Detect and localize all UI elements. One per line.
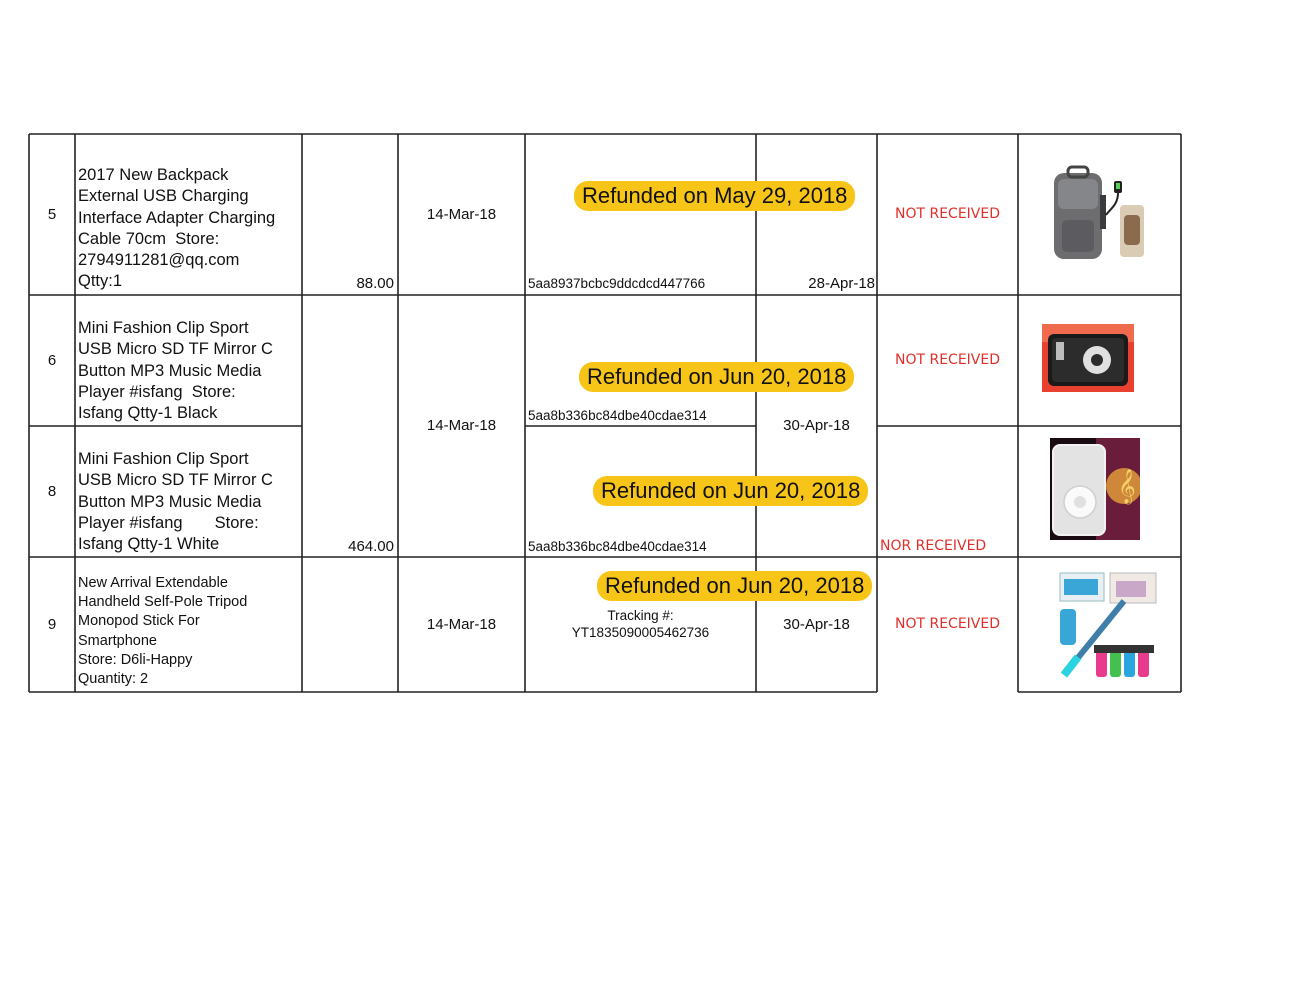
refund-highlight: Refunded on Jun 20, 2018 xyxy=(593,476,868,506)
order-date: 14-Mar-18 xyxy=(426,616,497,633)
row-number: 9 xyxy=(47,616,57,633)
item-description: New Arrival Extendable Handheld Self-Pole Tripod Monopod Stick For Smartphone Store: D6li-Happy Quantity: 2 xyxy=(78,575,248,688)
item-description: 2017 New Backpack External USB Charging Interface Adapter Charging Cable 70cm Store: 2794911281@qq.com Qtty:1 xyxy=(78,166,276,291)
ship-date: 28-Apr-18 xyxy=(808,275,875,292)
refund-highlight: Refunded on Jun 20, 2018 xyxy=(579,362,854,392)
ship-date: 30-Apr-18 xyxy=(783,417,850,434)
item-description: Mini Fashion Clip Sport USB Micro SD TF Mirror C Button MP3 Music Media Player #isfang Store: Isfang Qtty-1 White xyxy=(78,450,273,554)
order-id: 5aa8b336bc84dbe40cdae314 xyxy=(528,408,707,423)
tracking-number: YT1835090005462736 xyxy=(571,625,710,640)
amount: 88.00 xyxy=(356,275,394,292)
item-description: Mini Fashion Clip Sport USB Micro SD TF Mirror C Button MP3 Music Media Player #isfang Store: Isfang Qtty-1 Black xyxy=(78,319,273,423)
order-date: 14-Mar-18 xyxy=(426,206,497,223)
row-number: 6 xyxy=(47,352,57,369)
amount: 464.00 xyxy=(348,538,394,555)
row-number: 5 xyxy=(47,206,57,223)
ship-date: 30-Apr-18 xyxy=(783,616,850,633)
selfie-stick-image xyxy=(1058,571,1162,681)
refund-highlight: Refunded on Jun 20, 2018 xyxy=(597,571,872,601)
order-id: 5aa8b336bc84dbe40cdae314 xyxy=(528,539,707,554)
mp3-player-black-image xyxy=(1042,324,1134,392)
order-date: 14-Mar-18 xyxy=(426,417,497,434)
refund-highlight: Refunded on May 29, 2018 xyxy=(574,181,855,211)
tracking-label: Tracking #: xyxy=(607,608,674,623)
status-label: NOT RECEIVED xyxy=(894,616,1001,632)
svg-text:𝄞: 𝄞 xyxy=(1118,469,1136,504)
status-label: NOR RECEIVED xyxy=(880,538,987,554)
mp3-player-white-image xyxy=(1050,438,1140,540)
status-label: NOT RECEIVED xyxy=(894,352,1001,368)
status-label: NOT RECEIVED xyxy=(894,206,1001,222)
backpack-image xyxy=(1048,165,1148,265)
row-number: 8 xyxy=(47,483,57,500)
order-id: 5aa8937bcbc9ddcdcd447766 xyxy=(528,276,706,291)
